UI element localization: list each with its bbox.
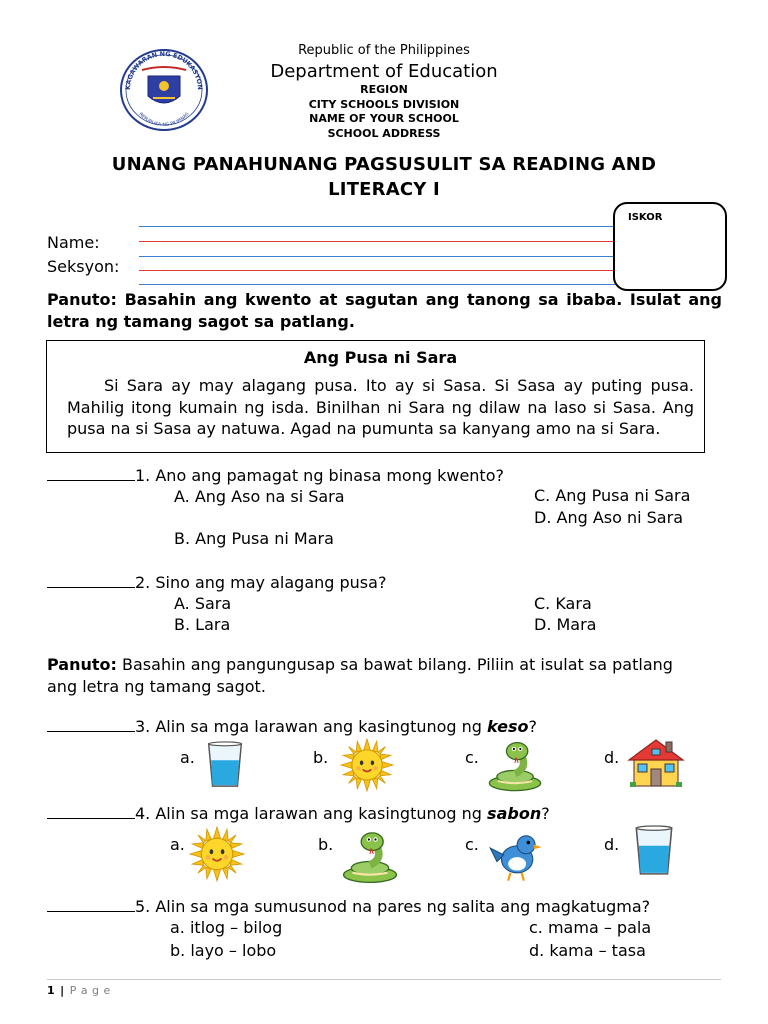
q4-option-c: c.	[465, 835, 479, 854]
exam-title: UNANG PANAHUNANG PAGSUSULIT SA READING AND LITERACY I	[111, 154, 657, 200]
bird-icon	[488, 828, 544, 884]
instruction-1-text: Basahin ang kwento at sagutan ang tanong sa ibaba. Isulat ang letra ng tamang sagot sa patlang.	[47, 290, 722, 331]
footer-divider	[47, 979, 721, 980]
question-1	[47, 465, 504, 485]
question-4-suffix: ?	[541, 804, 550, 823]
answer-blank-3[interactable]	[47, 716, 135, 732]
q1-option-b: B. Ang Pusa ni Mara	[174, 529, 334, 548]
q2-option-b: B. Lara	[174, 615, 231, 634]
glass-of-water-icon	[205, 741, 245, 789]
q3-option-b: b.	[313, 748, 329, 767]
region-text: REGION	[360, 83, 408, 96]
question-2	[47, 572, 386, 592]
answer-blank-2[interactable]	[47, 572, 135, 588]
q5-option-d: d. kama – tasa	[529, 941, 646, 960]
score-label: ISKOR	[628, 212, 663, 223]
q2-option-d: D. Mara	[534, 615, 597, 634]
q2-option-a: A. Sara	[174, 594, 232, 613]
division-text: CITY SCHOOLS DIVISION	[308, 97, 460, 111]
page-number: 1	[47, 984, 55, 997]
svg-text:REPUBLIKA NG PILIPINAS: REPUBLIKA NG PILIPINAS	[137, 112, 191, 129]
q4-option-a: a.	[170, 835, 185, 854]
question-3	[47, 716, 537, 736]
svg-text:KAGAWARAN NG EDUKASYON: KAGAWARAN NG EDUKASYON	[123, 49, 205, 91]
answer-blank-5[interactable]	[47, 896, 135, 912]
sun-icon	[189, 826, 245, 882]
score-box[interactable]	[613, 202, 727, 291]
q1-option-d: D. Ang Aso ni Sara	[534, 508, 683, 527]
sun-icon	[340, 738, 394, 792]
republic-text: Republic of the Philippines	[298, 43, 470, 58]
q3-option-d: d.	[604, 748, 620, 767]
q5-option-a: a. itlog – bilog	[170, 918, 283, 937]
q3-option-c: c.	[465, 748, 479, 767]
q2-option-c: C. Kara	[534, 594, 592, 613]
snake-icon	[337, 828, 403, 884]
glass-of-water-icon	[633, 825, 675, 877]
instruction-1	[47, 289, 722, 332]
question-5	[47, 896, 650, 916]
question-3-keyword: keso	[487, 717, 529, 736]
page-footer: 1 | P a g e	[47, 984, 111, 997]
q4-option-b: b.	[318, 835, 334, 854]
q1-option-c: C. Ang Pusa ni Sara	[534, 486, 691, 505]
story-body: Si Sara ay may alagang pusa. Ito ay si Sasa. Si Sasa ay puting pusa. Mahilig itong kumain ng isda. Binilhan ni Sara ng dilaw na laso si Sasa. Ang pusa na si Sasa ay natuwa. Agad na pumunta sa kanyang amo na si Sara.	[67, 376, 694, 438]
q5-option-c: c. mama – pala	[529, 918, 652, 937]
q5-option-b: b. layo – lobo	[170, 941, 277, 960]
name-label: Name:	[47, 233, 100, 252]
q1-option-a: A. Ang Aso na si Sara	[174, 487, 345, 506]
instruction-1-label: Panuto:	[47, 290, 117, 309]
q3-option-a: a.	[180, 748, 195, 767]
answer-blank-1[interactable]	[47, 465, 135, 481]
snake-icon	[483, 738, 547, 792]
question-4-text: 4. Alin sa mga larawan ang kasingtunog ng	[135, 804, 488, 823]
instruction-2	[47, 654, 697, 698]
q4-option-d: d.	[604, 835, 620, 854]
deped-seal	[118, 48, 210, 132]
question-3-suffix: ?	[528, 717, 537, 736]
instruction-2-label: Panuto:	[47, 655, 117, 674]
section-label: Seksyon:	[47, 257, 120, 276]
school-address-text: SCHOOL ADDRESS	[327, 126, 441, 140]
story-box	[46, 340, 705, 453]
question-4-keyword: sabon	[487, 804, 542, 823]
school-name-text: NAME OF YOUR SCHOOL	[309, 112, 459, 125]
answer-blank-4[interactable]	[47, 803, 135, 819]
question-1-text: 1. Ano ang pamagat ng binasa mong kwento?	[135, 466, 504, 485]
instruction-2-text: Basahin ang pangungusap sa bawat bilang. Piliin at isulat sa patlang ang letra ng tamang sagot.	[47, 655, 673, 696]
page-label: P a g e	[69, 984, 111, 997]
house-icon	[626, 736, 686, 788]
story-title: Ang Pusa ni Sara	[303, 348, 458, 367]
question-3-text: 3. Alin sa mga larawan ang kasingtunog ng	[135, 717, 488, 736]
question-4	[47, 803, 550, 823]
question-5-text: 5. Alin sa mga sumusunod na pares ng salita ang magkatugma?	[135, 897, 651, 916]
question-2-text: 2. Sino ang may alagang pusa?	[135, 573, 387, 592]
department-text: Department of Education	[270, 61, 498, 82]
